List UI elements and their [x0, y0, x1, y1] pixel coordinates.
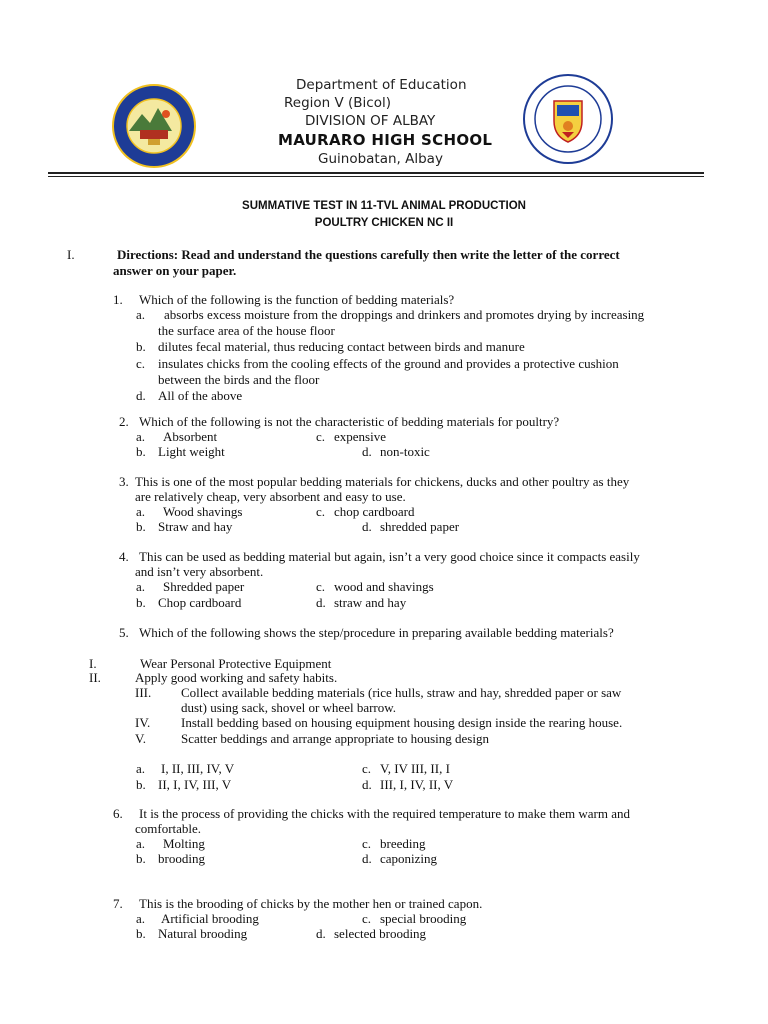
q5-option-a: I, II, III, IV, V [161, 761, 235, 776]
q3-option-b: Straw and hay [158, 519, 233, 534]
section-numeral: I. [67, 247, 75, 262]
q1-option-d-label: d. [136, 388, 146, 403]
q3-option-a: Wood shavings [163, 504, 243, 519]
q7-option-a: Artificial brooding [161, 911, 259, 926]
q3-option-a-label: a. [136, 504, 146, 519]
q5-option-b: II, I, IV, III, V [158, 777, 232, 792]
q2-option-c: expensive [334, 429, 386, 444]
q7-option-a-label: a. [136, 911, 146, 926]
q7-option-d-label: d. [316, 926, 326, 941]
q4-number: 4. [119, 549, 129, 564]
q4-option-b-label: b. [136, 595, 146, 610]
q6-option-d: caponizing [380, 851, 438, 866]
directions-line1: Directions: Read and understand the questions carefully then write the letter of the correct [117, 247, 620, 262]
q1-option-c-cont: between the birds and the floor [158, 372, 320, 387]
q1-option-c: insulates chicks from the cooling effects of the ground and provides a protective cushion [158, 356, 619, 371]
q5-step-5: Scatter beddings and arrange appropriate to housing design [181, 731, 489, 746]
q5-stem: Which of the following shows the step/procedure in preparing available bedding materials? [139, 625, 614, 640]
q3-stem-cont: are relatively cheap, very absorbent and easy to use. [135, 489, 406, 504]
test-subtitle: POULTRY CHICKEN NC II [314, 217, 454, 229]
q1-option-d: All of the above [158, 388, 243, 403]
directions-line2: answer on your paper. [113, 263, 237, 278]
q5-step-4-num: IV. [135, 715, 151, 730]
q5-step-3: Collect available bedding materials (rice hulls, straw and hay, shredded paper or saw [181, 685, 622, 700]
school-seal [112, 84, 196, 168]
q5-step-3-cont: dust) using sack, shovel or wheel barrow. [181, 700, 397, 715]
q6-number: 6. [113, 806, 123, 821]
q5-option-c: V, IV III, II, I [380, 761, 450, 776]
q5-option-b-label: b. [136, 777, 146, 792]
q1-option-a: absorbs excess moisture from the droppings and drinkers and promotes drying by increasing [164, 307, 645, 322]
q1-option-a-label: a. [136, 307, 146, 322]
dept-line: Department of Education [296, 77, 467, 93]
q5-number: 5. [119, 625, 129, 640]
q1-option-b-label: b. [136, 339, 146, 354]
school-name: MAURARO HIGH SCHOOL [278, 131, 493, 149]
q2-option-b-label: b. [136, 444, 146, 459]
q5-option-d: III, I, IV, II, V [380, 777, 454, 792]
q7-stem: This is the brooding of chicks by the mother hen or trained capon. [139, 896, 483, 911]
q4-option-d-label: d. [316, 595, 326, 610]
q1-number: 1. [113, 292, 123, 307]
q1-stem: Which of the following is the function of bedding materials? [139, 292, 455, 307]
q6-stem-cont: comfortable. [135, 821, 202, 836]
q6-option-d-label: d. [362, 851, 372, 866]
q2-option-a: Absorbent [163, 429, 218, 444]
q2-option-c-label: c. [316, 429, 326, 444]
q4-stem-cont: and isn’t very absorbent. [135, 564, 264, 579]
q5-step-5-num: V. [135, 731, 146, 746]
q7-option-c-label: c. [362, 911, 372, 926]
q4-option-a-label: a. [136, 579, 146, 594]
q4-option-a: Shredded paper [163, 579, 245, 594]
q3-option-d-label: d. [362, 519, 372, 534]
q2-option-d: non-toxic [380, 444, 430, 459]
q5-step-1: Wear Personal Protective Equipment [140, 656, 332, 671]
q6-option-c: breeding [380, 836, 426, 851]
q3-option-d: shredded paper [380, 519, 460, 534]
q2-option-d-label: d. [362, 444, 372, 459]
q4-option-c: wood and shavings [334, 579, 434, 594]
q4-option-c-label: c. [316, 579, 326, 594]
q1-option-a-cont: the surface area of the house floor [158, 323, 335, 338]
q6-option-c-label: c. [362, 836, 372, 851]
q7-option-c: special brooding [380, 911, 467, 926]
q5-step-2-num: II. [89, 670, 101, 685]
q3-option-b-label: b. [136, 519, 146, 534]
q7-option-b-label: b. [136, 926, 146, 941]
q4-option-d: straw and hay [334, 595, 407, 610]
q2-option-b: Light weight [158, 444, 225, 459]
q6-stem: It is the process of providing the chicks with the required temperature to make them warm and [139, 806, 630, 821]
q5-step-1-num: I. [89, 656, 97, 671]
region-line: Region V (Bicol) [284, 95, 392, 111]
q5-option-d-label: d. [362, 777, 372, 792]
deped-seal-icon [523, 74, 613, 164]
q3-stem: This is one of the most popular bedding materials for chickens, ducks and other poultry as they [135, 474, 630, 489]
q5-option-a-label: a. [136, 761, 146, 776]
q7-option-b: Natural brooding [158, 926, 248, 941]
header-rule-thin [48, 176, 704, 177]
test-title: SUMMATIVE TEST IN 11-TVL ANIMAL PRODUCTION [242, 200, 526, 212]
q6-option-b: brooding [158, 851, 205, 866]
q7-number: 7. [113, 896, 123, 911]
q5-step-3-num: III. [135, 685, 152, 700]
q3-option-c: chop cardboard [334, 504, 415, 519]
q2-option-a-label: a. [136, 429, 146, 444]
division-line: DIVISION OF ALBAY [305, 113, 436, 129]
q6-option-a: Molting [163, 836, 205, 851]
q4-stem: This can be used as bedding material but again, isn’t a very good choice since it compacts easily [139, 549, 640, 564]
q2-number: 2. [119, 414, 129, 429]
q6-option-b-label: b. [136, 851, 146, 866]
header-rule [48, 172, 704, 174]
q2-stem: Which of the following is not the characteristic of bedding materials for poultry? [139, 414, 560, 429]
q5-option-c-label: c. [362, 761, 372, 776]
deped-seal [523, 74, 613, 164]
q3-number: 3. [119, 474, 129, 489]
q1-option-c-label: c. [136, 356, 146, 371]
q3-option-c-label: c. [316, 504, 326, 519]
q4-option-b: Chop cardboard [158, 595, 242, 610]
school-location: Guinobatan, Albay [318, 151, 443, 167]
q5-step-4: Install bedding based on housing equipment housing design inside the rearing house. [181, 715, 623, 730]
q5-step-2: Apply good working and safety habits. [135, 670, 338, 685]
q6-option-a-label: a. [136, 836, 146, 851]
school-seal-icon [112, 84, 196, 168]
q7-option-d: selected brooding [334, 926, 427, 941]
q1-option-b: dilutes fecal material, thus reducing contact between birds and manure [158, 339, 525, 354]
